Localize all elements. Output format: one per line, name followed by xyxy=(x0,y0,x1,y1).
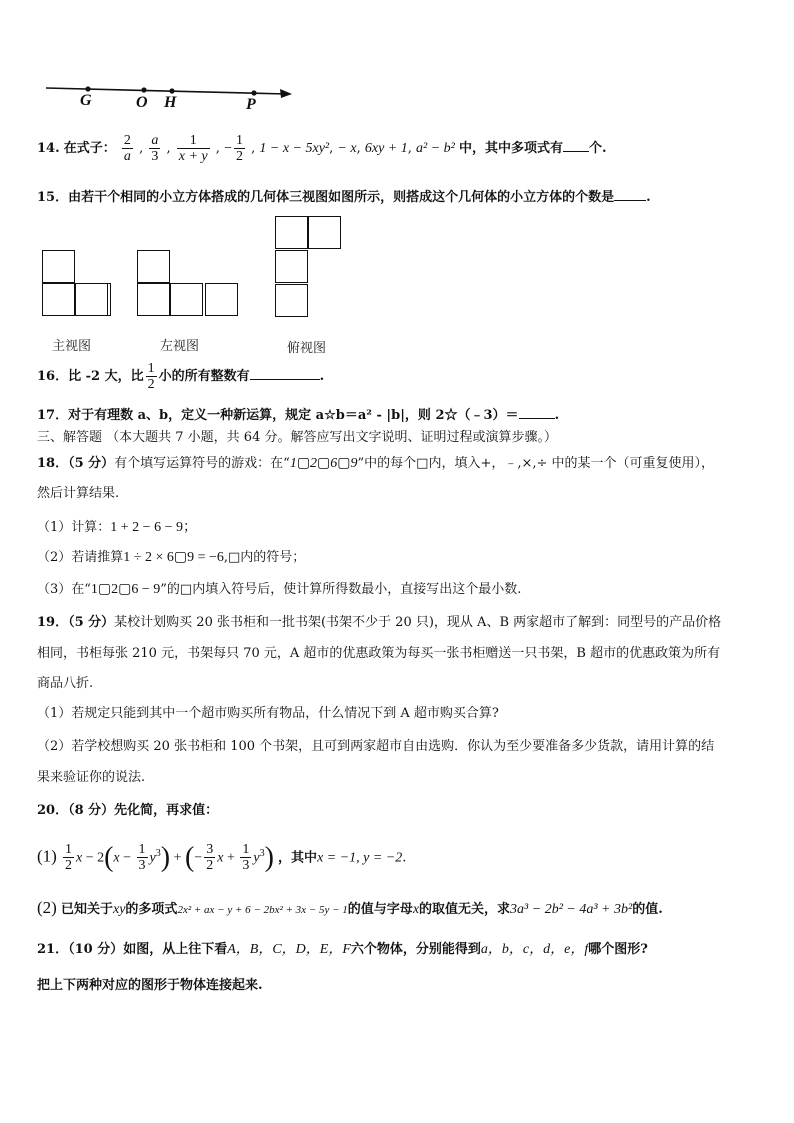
q20-p2-d: 的取值无关，求 xyxy=(419,902,511,917)
q18-p1-expr: 1 + 2 − 6 − 9； xyxy=(110,520,197,535)
question-18-part-1 xyxy=(37,518,197,538)
q20-p2-b: 的多项式 xyxy=(125,902,178,917)
q15-text: 15．由若干个相同的小立方体搭成的几何体三视图如图所示，则搭成这个几何体的小立方体的个数是 xyxy=(37,190,615,205)
q21-shapes: a，b，c，d，e，f xyxy=(480,942,589,957)
q16-fraction: $\frac{1}{2}$ xyxy=(147,361,155,392)
question-21-line-2 xyxy=(37,976,263,996)
q17-end: . xyxy=(554,408,560,423)
top-view-label: 俯视图 xyxy=(287,341,327,356)
q19-p2a: （2）若学校想购买 20 张书柜和 100 个书架，且可到两家超市自由选购．你认为至少要准备多少货款，请用计算的结 xyxy=(37,739,715,754)
question-19-part-2b xyxy=(37,768,145,788)
question-14: 14. 在式子： $\frac{2}{a}$ , $\frac{a}{3}$ , $\frac{1}{x + y}$ , − $\frac{1}{2}$ , 1 − x − 5xy², − x, 6xy + 1, a² − b² 中，其中多项式有 个. xyxy=(37,133,607,164)
q20-p2-c: 的值与字母 xyxy=(347,902,413,917)
point-g-label: G xyxy=(80,92,92,109)
question-18-part-2 xyxy=(37,548,305,568)
q19-p1: （1）若规定只能到其中一个超市购买所有物品，什么情况下到 A 超市购买合算? xyxy=(37,706,499,721)
q21-l2: 把上下两种对应的图形于物体连接起来. xyxy=(37,978,263,993)
q18-l1a: 有个填写运算符号的游戏：在“ xyxy=(114,456,290,471)
question-19-line-3 xyxy=(37,674,93,694)
question-20-part-1: (1) $\frac{1}{2}$ x − 2(x − $\frac{1}{3}$ $y^3$) + (− $\frac{3}{2}$ x + $\frac{1}{3}$ $y^3$) ，其中x = −1, y = −2. xyxy=(37,841,407,874)
question-17 xyxy=(37,404,559,426)
q18-p3-expr: 1▢2▢6 − 9 xyxy=(90,582,161,597)
q21-l1b: 六个物体，分别能得到 xyxy=(350,942,481,957)
q20-p2-e: 的值. xyxy=(632,902,663,917)
q16-answer-blank[interactable] xyxy=(250,365,320,380)
q14-expr-3: $\frac{1}{x + y}$ xyxy=(178,133,208,164)
question-15 xyxy=(37,186,651,208)
q14-expr-6: − x xyxy=(337,141,357,156)
q19-head: 19．（5 分） xyxy=(37,615,115,630)
question-18-part-3 xyxy=(37,580,521,600)
q21-l1c: 哪个图形? xyxy=(588,942,648,957)
q16-text-a: 16．比 -2 大，比 xyxy=(37,369,144,384)
q17-answer-blank[interactable] xyxy=(519,404,555,419)
q20-p2-x: x xyxy=(412,902,420,917)
q20-head-text: 20．（8 分）先化简，再求值： xyxy=(37,803,219,818)
q19-p2b: 果来验证你的说法. xyxy=(37,770,146,785)
q14-expr-7: 6xy + 1 xyxy=(364,141,408,156)
q19-l1: 某校计划购买 20 张书柜和一批书架(书架不少于 20 只)，现从 A、B 两家超市了解到：同型号的产品价格 xyxy=(114,615,722,630)
q21-objects: A，B，C，D，E，F xyxy=(227,942,351,957)
q14-expr-4-sign: − xyxy=(224,141,232,156)
q20-p2-var: xy xyxy=(112,902,126,917)
q19-l3: 商品八折. xyxy=(37,676,94,691)
q14-expr-4: $\frac{1}{2}$ xyxy=(235,133,243,164)
q17-text: 17．对于有理数 a、b，定义一种新运算，规定 a☆b＝a² - |b|，则 2☆（﹣3）＝ xyxy=(37,408,519,423)
q18-p1-label: （1）计算： xyxy=(37,520,111,535)
q15-end: . xyxy=(646,190,651,205)
question-18-line-2 xyxy=(37,484,119,504)
question-16 xyxy=(37,360,324,394)
q20-p2-label: (2) xyxy=(37,898,57,917)
q20-p1-where: ，其中 xyxy=(278,850,318,866)
q18-head: 18．（5 分） xyxy=(37,456,115,471)
q18-p2-tail: ,□内的符号； xyxy=(223,550,306,565)
q20-p2-expr: 3a³ − 2b² − 4a³ + 3b² xyxy=(510,902,633,917)
question-19-part-2a xyxy=(37,737,714,757)
section-3-heading xyxy=(37,428,557,448)
q18-l1-expr: 1▢2▢6▢9 xyxy=(289,456,358,471)
q20-p1-label: (1) xyxy=(37,846,57,866)
q18-p3-tail: ”的□内填入符号后，使计算所得数最小，直接写出这个最小数. xyxy=(160,582,522,597)
q14-expr-1: $\frac{2}{a}$ xyxy=(123,133,131,164)
q20-p2-poly: 2x² + ax − y + 6 − 2bx² + 3x − 5y − 1 xyxy=(177,904,348,916)
q14-tail: 中，其中多项式有 xyxy=(459,141,564,156)
q16-text-b: 小的所有整数有 xyxy=(158,369,250,384)
q20-frac-three-halves: $\frac{3}{2}$ xyxy=(206,842,214,874)
q14-expr-2: $\frac{a}{3}$ xyxy=(151,133,159,164)
q20-p1-end: . xyxy=(402,850,407,866)
q16-end: . xyxy=(319,369,325,384)
q14-number: 14. xyxy=(37,141,60,156)
q18-l2: 然后计算结果. xyxy=(37,486,120,501)
q14-expr-8: a² − b² xyxy=(416,141,455,156)
question-18-line-1 xyxy=(37,454,714,474)
q18-p2-expr: 1 ÷ 2 × 6▢9 = −6 xyxy=(123,550,224,565)
q18-p2-label: （2）若请推算 xyxy=(37,550,124,565)
left-view-label: 左视图 xyxy=(160,339,200,354)
q15-answer-blank[interactable] xyxy=(614,186,646,201)
question-19-line-2 xyxy=(37,644,720,664)
front-view-label: 主视图 xyxy=(52,339,92,354)
q20-p1-cond: x = −1, y = −2 xyxy=(317,850,403,866)
q14-expr-5: 1 − x − 5xy² xyxy=(259,141,330,156)
q21-l1a: 21．（10 分）如图，从上往下看 xyxy=(37,942,228,957)
point-h-label: H xyxy=(164,94,177,111)
q20-frac-third-a: $\frac{1}{3}$ xyxy=(138,842,146,874)
section-3-text: 三、解答题 （本大题共 7 小题，共 64 分。解答应写出文字说明、证明过程或演算步骤。） xyxy=(37,430,557,445)
q20-p2-a: 已知关于 xyxy=(60,902,113,917)
q20-frac-third-b: $\frac{1}{3}$ xyxy=(242,842,250,874)
q14-lead: 在式子： xyxy=(63,141,116,156)
question-19-part-1 xyxy=(37,704,499,724)
q18-p3-label: （3）在“ xyxy=(37,582,91,597)
question-20-part-2 xyxy=(37,898,663,920)
q14-end: 个. xyxy=(589,141,607,156)
q20-frac-half: $\frac{1}{2}$ xyxy=(64,842,72,874)
front-view-extra xyxy=(0,0,1,1)
question-19-line-1 xyxy=(37,613,721,633)
q14-answer-blank[interactable] xyxy=(563,137,589,152)
point-o-label: O xyxy=(136,94,148,111)
question-20-head xyxy=(37,801,218,821)
point-p-label: P xyxy=(246,96,256,113)
question-21-line-1 xyxy=(37,940,648,960)
q18-l1b: ”中的每个□内，填入+，﹣,×,÷ 中的某一个（可重复使用）， xyxy=(357,456,715,471)
q19-l2: 相同，书柜每张 210 元，书架每只 70 元，A 超市的优惠政策为每买一张书柜赠送一只书架，B 超市的优惠政策为所有 xyxy=(37,646,721,661)
